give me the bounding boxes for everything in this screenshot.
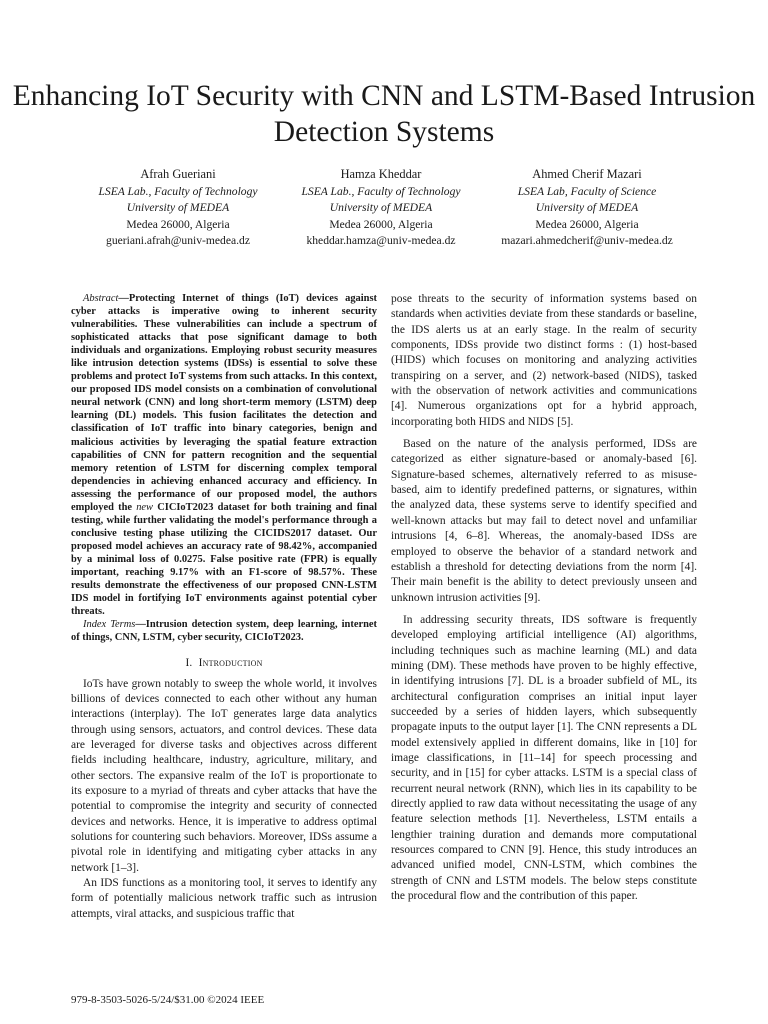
author-2 <box>276 166 486 250</box>
section-title: Introduction <box>198 657 263 670</box>
author-email: gueriani.afrah@univ-medea.dz <box>106 234 250 247</box>
author-email: kheddar.hamza@univ-medea.dz <box>306 234 456 247</box>
author-address: Medea 26000, Algeria <box>329 217 433 231</box>
author-university: University of MEDEA <box>329 201 433 214</box>
author-name: Hamza Kheddar <box>340 167 422 181</box>
index-terms <box>71 618 377 644</box>
index-terms-text: —Intrusion detection system, deep learning, internet of things, CNN, LSTM, cyber security, CICIoT2023. <box>71 619 377 644</box>
left-column <box>71 292 377 922</box>
author-address: Medea 26000, Algeria <box>535 217 639 231</box>
author-affiliation: LSEA Lab, Faculty of Science <box>517 184 657 198</box>
author-name: Afrah Gueriani <box>140 167 216 181</box>
author-3 <box>477 166 697 250</box>
paper-title: Enhancing IoT Security with CNN and LSTM-Based Intrusion Detection Systems <box>12 80 756 148</box>
index-terms-label: Index Terms <box>83 619 136 631</box>
paragraph: Based on the nature of the analysis performed, IDSs are categorized as either signature-based or anomaly-based [6]. Signature-based schemes, alternatively referred to as misuse-based, aim to identify predefined patterns, or signatures, within the analyzed data, these systems serve to identify specified and well-known attacks but may fail to detect novel and unfamiliar intrusions [4, 6–8]. Whereas, the anomaly-based IDSs are employed to observe the behavior of a standard network and establish a threshold for detecting deviations from the norm [4]. Their main benefit is the ability to detect previously unseen and unknown intrusion activities [9]. <box>391 438 697 604</box>
paragraph: An IDS functions as a monitoring tool, it serves to identify any form of potentially malicious network traffic such as intrusion attempts, viral attacks, and suspicious traffic that <box>71 877 377 920</box>
abstract-text-2: CICIoT2023 dataset for both training and final testing, while further validating the model's performance through a conclusive testing phase utilizing the CICIDS2017 dataset. Our proposed model achieves an accuracy rate of 98.42%, accompanied by a minimal loss of 0.0275. False positive rate (FPR) is equally important, reaching 9.17% with an F1-score of 98.57%. These results demonstrate the effectiveness of our proposed CNN-LSTM IDS model in fortifying IoT environments against potential cyber threats. <box>71 501 377 618</box>
author-address: Medea 26000, Algeria <box>126 217 230 231</box>
author-affiliation: LSEA Lab., Faculty of Technology <box>301 184 461 198</box>
abstract-emphasis: new <box>136 501 154 513</box>
author-university: University of MEDEA <box>535 201 639 214</box>
author-name: Ahmed Cherif Mazari <box>532 167 642 181</box>
abstract <box>71 292 377 618</box>
paragraph: IoTs have grown notably to sweep the whole world, it involves billions of devices connected to each other without any human interactions (interplay). The IoT generates large data analytics through using sensors, actuators, and control devices. These data are leveraged for diverse tasks and objectives across different fields including healthcare, industry, agriculture, military, and other sectors. The expansive realm of the IoT is proportionate to its exposure to a myriad of threats and cyber attacks that have the potential to compromise the integrity and security of connected devices and networks. Hence, it is imperative to address optimal solutions for countering such behaviors. Moreover, IDSs assume a pivotal role in identifying and mitigating cyber attacks in any network [1–3]. <box>71 677 377 874</box>
author-1 <box>73 166 283 250</box>
author-university: University of MEDEA <box>126 201 230 214</box>
author-email: mazari.ahmedcherif@univ-medea.dz <box>501 234 673 247</box>
paragraph: In addressing security threats, IDS software is frequently developed employing artificial intelligence (AI) algorithms, including techniques such as machine learning (ML) and data mining (DM). These methods have proven to be highly effective, in identifying intrusions [7]. DL is a broader subfield of ML, its architectural configuration comprises an initial input layer succeeded by a series of hidden layers, which subsequently propagate inputs to the output layer [1]. The CNN represents a DL model extensively applied in different domains, like in [10] for image classifications, in [11–14] for speech processing and security, and in [15] for cyber attacks. LSTM is a special class of recurrent neural network (RNN), which lies in its capability to be directly applied to raw data without necessitating the usage of any feature selection methods [1]. Nevertheless, LSTM entails a lengthier training duration and demands more computational resources compared to CNN [9]. Hence, this study introduces an advanced unified model, CNN-LSTM, which combines the strength of CNN and LSTM models. The below steps constitute the procedural flow and the contribution of this paper. <box>391 613 697 903</box>
paragraph: pose threats to the security of information systems based on standards when activities deviate from these standards or baseline, the IDS alerts us at an early stage. In the realm of security components, IDSs provide two distinct forms : (1) host-based (HIDS) which focuses on monitoring and analyzing activities transpiring on a server, and (2) network-based (NIDS), tasked with the observation of network activities and communications [4]. Numerous organizations opt for a hybrid approach, incorporating both HIDS and NIDS [5]. <box>391 293 697 428</box>
right-column <box>391 292 697 904</box>
section-heading <box>71 656 377 671</box>
abstract-label: Abstract <box>83 293 119 304</box>
abstract-text: —Protecting Internet of things (IoT) devices against cyber attacks is imperative owing to inherent security vulnerabilities. These vulnerabilities can include a spectrum of sophisticated attacks that pose significant damage to both individuals and organizations. Employing robust security measures like intrusion detection systems (IDSs) is essential to solve these problems and protect IoT systems from such attacks. In this context, our proposed IDS model consists on a combination of convolutional neural network (CNN) and long short-term memory (LSTM) deep learning (DL) models. This fusion facilitates the detection and classification of IoT traffic into binary categories, benign and malicious activities by leveraging the spatial feature extraction capabilities of CNN for pattern recognition and the sequential memory retention of LSTM for discerning complex temporal dependencies in achieving enhanced accuracy and efficiency. In assessing the performance of our proposed model, the authors employed the <box>71 293 377 513</box>
author-affiliation: LSEA Lab., Faculty of Technology <box>98 184 258 198</box>
copyright-footer: 979-8-3503-5026-5/24/$31.00 ©2024 IEEE <box>71 994 265 1006</box>
section-number: I. <box>185 657 193 670</box>
